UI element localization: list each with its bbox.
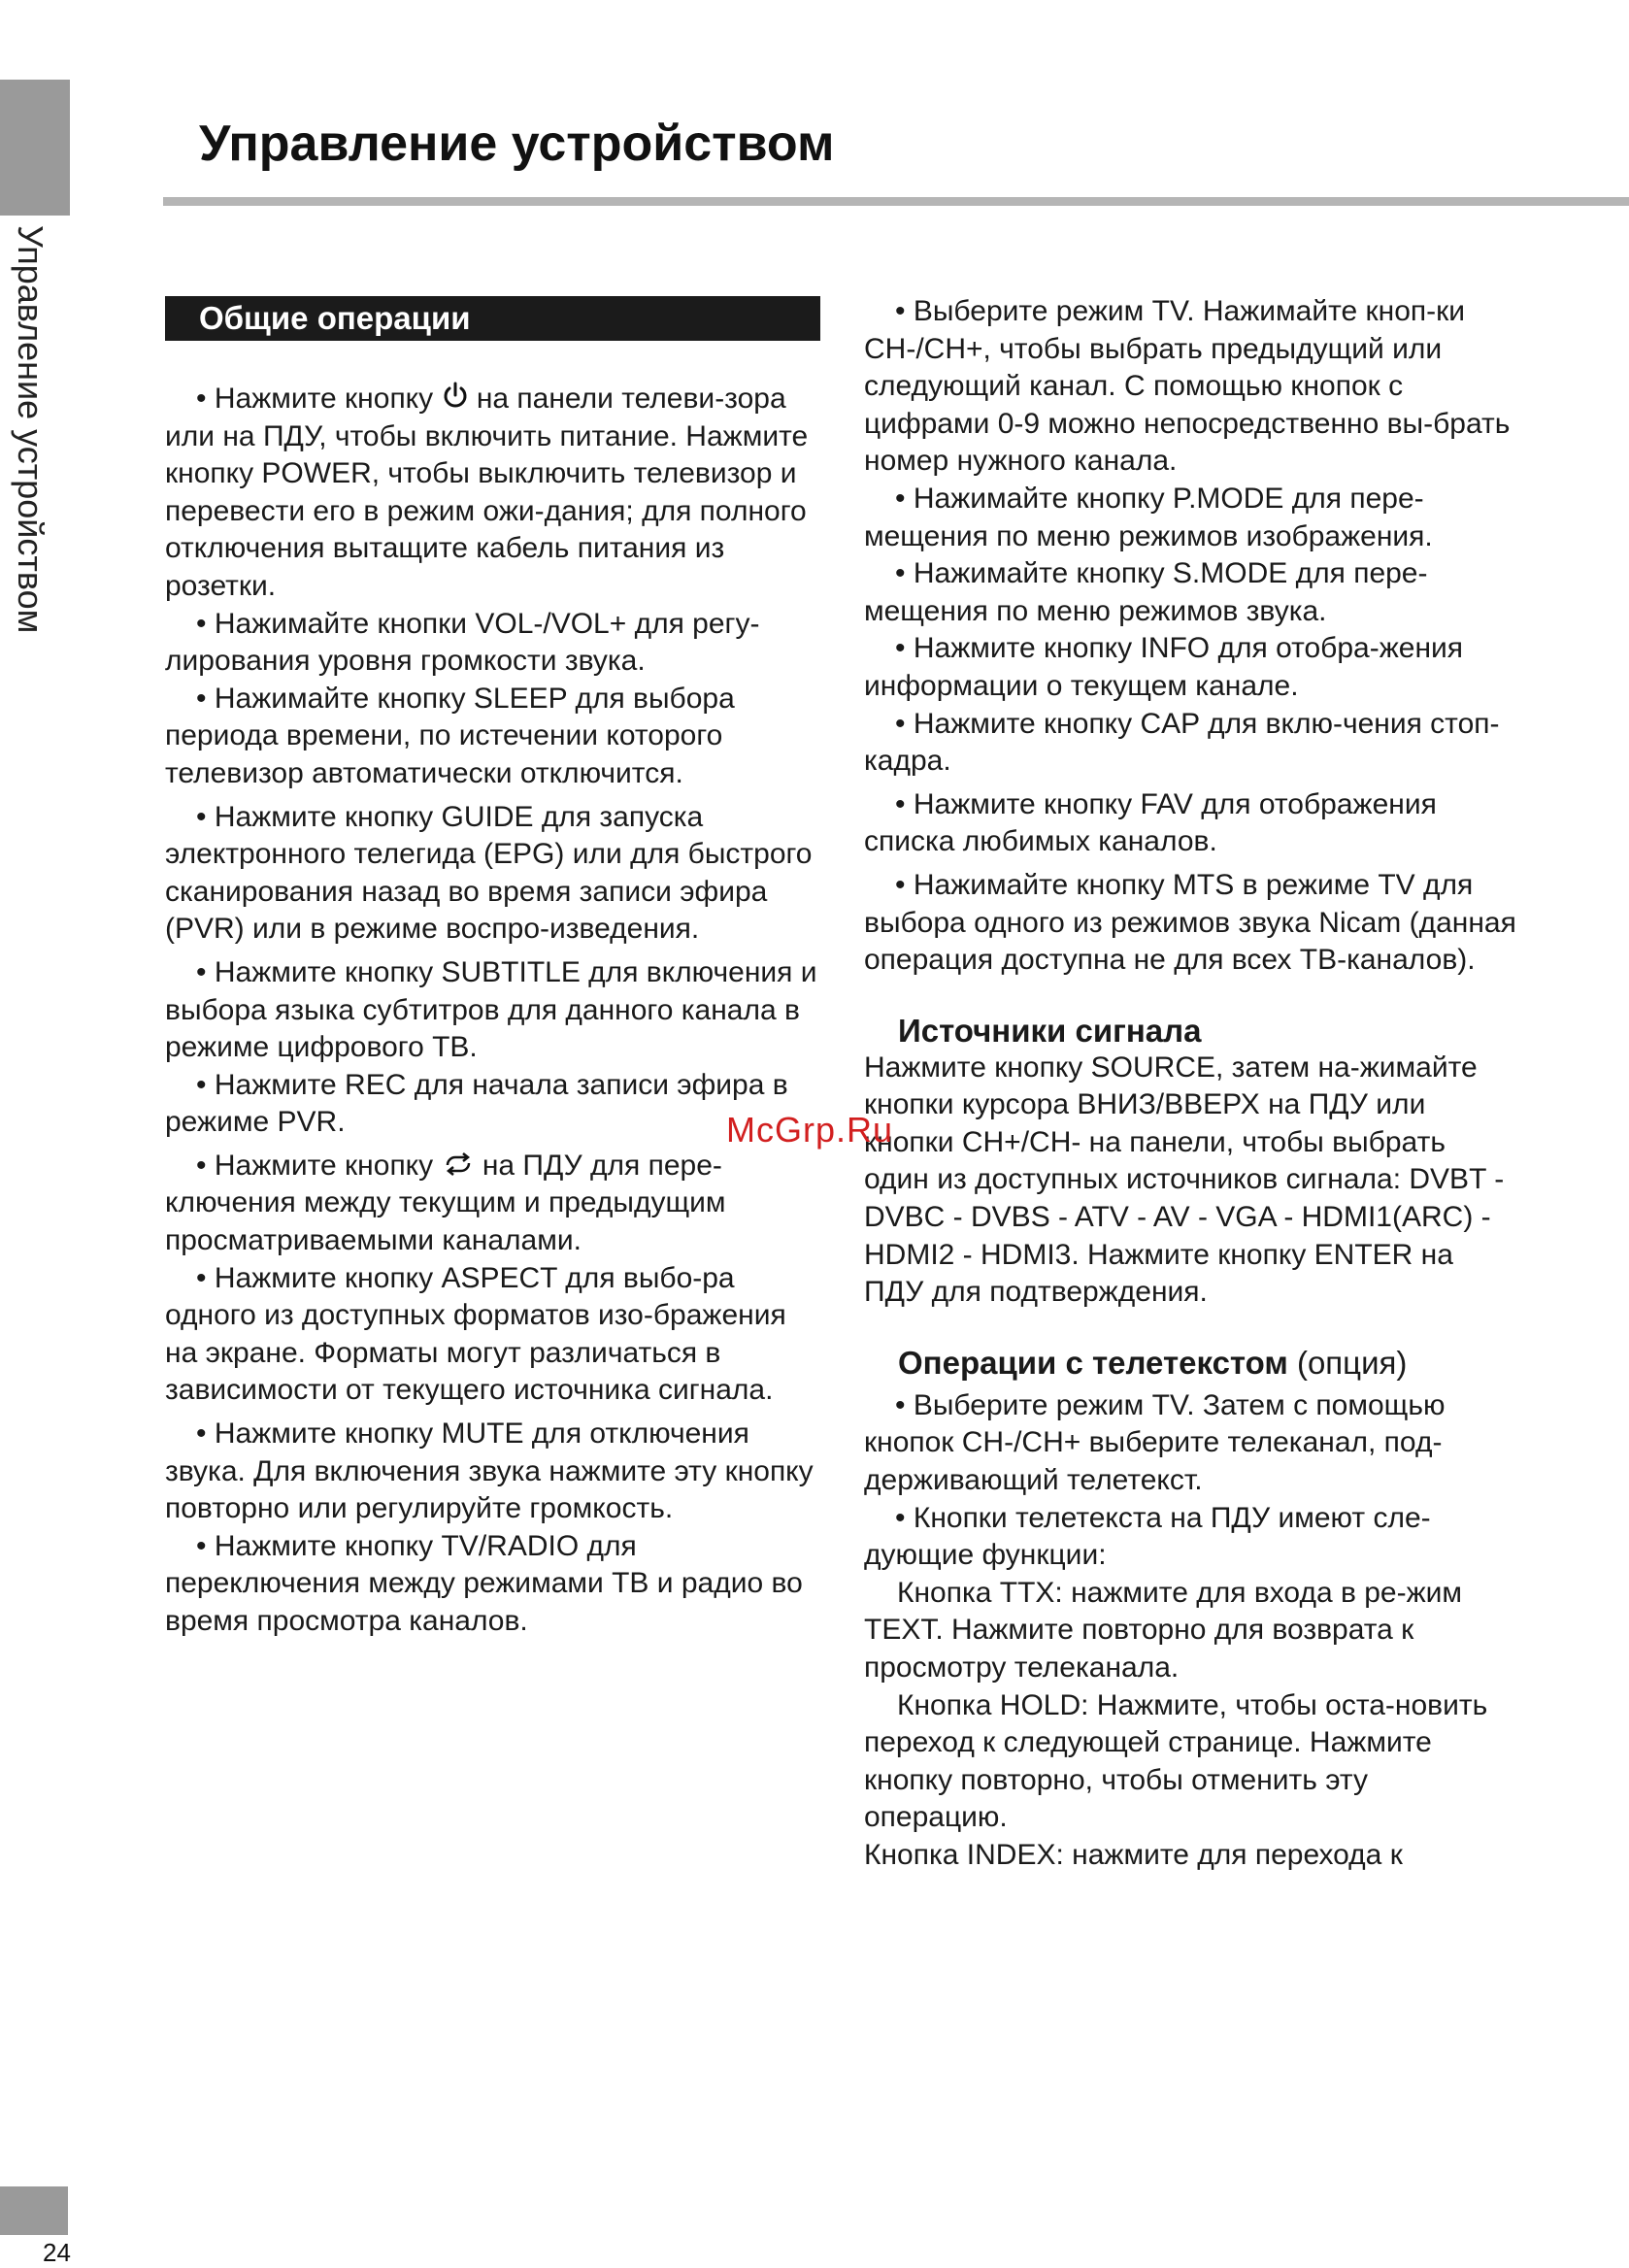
power-paragraph (165, 381, 825, 606)
rec-paragraph: • Нажмите REC для начала записи эфира в режиме PVR. (165, 1068, 788, 1139)
info-paragraph: • Нажмите кнопку INFO для отобра-жения информации о текущем канале. (864, 632, 1464, 702)
right-column (864, 293, 1516, 1875)
teletext-heading-text: Операции с телетекстом (898, 1344, 1288, 1381)
teletext-paragraph-2: • Кнопки телетекста на ПДУ имеют сле-дующие функции: (864, 1501, 1431, 1572)
vol-paragraph: • Нажимайте кнопки VOL-/VOL+ для регу-лирования уровня громкости звука. (165, 607, 760, 678)
power-icon (442, 381, 469, 410)
recall-icon (442, 1151, 475, 1177)
watermark: McGrp.Ru (726, 1110, 894, 1150)
cap-paragraph: • Нажмите кнопку CAP для вклю-чения стоп-кадра. (864, 707, 1500, 778)
smode-paragraph: • Нажимайте кнопку S.MODE для пере-мещения по меню режимов звука. (864, 557, 1428, 627)
page-title: Управление устройством (199, 116, 835, 172)
aspect-paragraph: • Нажмите кнопку ASPECT для выбо-ра одного из доступных форматов изо-бражения на экране. Форматы могут различаться в зависимости от текущего источника сигнала. (165, 1261, 786, 1407)
left-column (165, 381, 825, 1641)
sources-paragraph: Нажмите кнопку SOURCE, затем на-жимайте кнопки курсора ВНИЗ/ВВЕРХ на ПДУ или кнопки CH+/CH- на панели, чтобы выбрать один из доступных источников сигнала: DVBT - DVBC - DVBS - ATV - AV - VGA - HDMI1(ARC) - HDMI2 - HDMI3. Нажмите кнопку ENTER на ПДУ для подтверждения. (864, 1051, 1505, 1309)
tv-paragraph: • Выберите режим TV. Нажимайте кноп-ки CH-/CH+, чтобы выбрать предыдущий или следующий канал. С помощью кнопок с цифрами 0-9 можно непосредственно вы-брать номер нужного канала. (864, 295, 1511, 478)
teletext-ttx-paragraph: Кнопка TTX: нажмите для входа в ре-жим TEXT. Нажмите повторно для возврата к просмотру телеканала. (864, 1576, 1463, 1684)
title-divider (163, 197, 1629, 206)
page-number: 24 (43, 2238, 71, 2267)
recall-text-pre: • Нажмите кнопку (196, 1149, 434, 1182)
mute-paragraph: • Нажмите кнопку MUTE для отключения звука. Для включения звука нажмите эту кнопку повторно или регулируйте громкость. (165, 1418, 814, 1525)
section-heading-general: Общие операции (165, 296, 820, 341)
teletext-index-paragraph: Кнопка INDEX: нажмите для перехода к (864, 1838, 1403, 1871)
page-number-tab (0, 2186, 68, 2235)
guide-paragraph: • Нажмите кнопку GUIDE для запуска электронного телегида (EPG) или для быстрого сканирования назад во время записи эфира (PVR) или в режиме воспро-изведения. (165, 800, 813, 946)
teletext-heading-option: (опция) (1287, 1344, 1408, 1381)
recall-paragraph (165, 1148, 825, 1260)
pmode-paragraph: • Нажимайте кнопку P.MODE для пере-мещения по меню режимов изображения. (864, 482, 1433, 552)
side-section-label: Управление устройством (11, 225, 50, 634)
sleep-paragraph: • Нажимайте кнопку SLEEP для выбора периода времени, по истечении которого телевизор автоматически отключится. (165, 682, 735, 789)
subtitle-paragraph: • Нажмите кнопку SUBTITLE для включения и выбора языка субтитров для данного канала в режиме цифрового ТВ. (165, 955, 817, 1064)
power-text-pre: • Нажмите кнопку (196, 383, 434, 415)
tvradio-paragraph: • Нажмите кнопку TV/RADIO для переключения между режимами ТВ и радио во время просмотра каналов. (165, 1529, 803, 1637)
fav-paragraph: • Нажмите кнопку FAV для отображения списка любимых каналов. (864, 787, 1437, 858)
teletext-paragraph-1: • Выберите режим TV. Затем с помощью кнопок CH-/CH+ выберите телеканал, под-держивающий телетекст. (864, 1388, 1446, 1497)
section-heading-sources: Источники сигнала (898, 1012, 1202, 1049)
side-tab-marker (0, 80, 70, 216)
mts-paragraph: • Нажимайте кнопку MTS в режиме TV для выбора одного из режимов звука Nicam (данная операция доступна не для всех ТВ-каналов). (864, 868, 1516, 977)
recall-text-post: на ПДУ для пере-ключения между текущим и предыдущим просматриваемыми каналами. (165, 1149, 726, 1257)
section-heading-teletext (864, 1345, 1516, 1382)
power-text-post: на панели телеви-зора или на ПДУ, чтобы включить питание. Нажмите кнопку POWER, чтобы выключить телевизор и перевести его в режим ожи-дания; для полного отключения вытащите кабель питания из розетки. (165, 383, 809, 602)
teletext-hold-paragraph: Кнопка HOLD: Нажмите, чтобы оста-новить переход к следующей странице. Нажмите кнопку повторно, чтобы отменить эту операцию. (864, 1688, 1488, 1834)
